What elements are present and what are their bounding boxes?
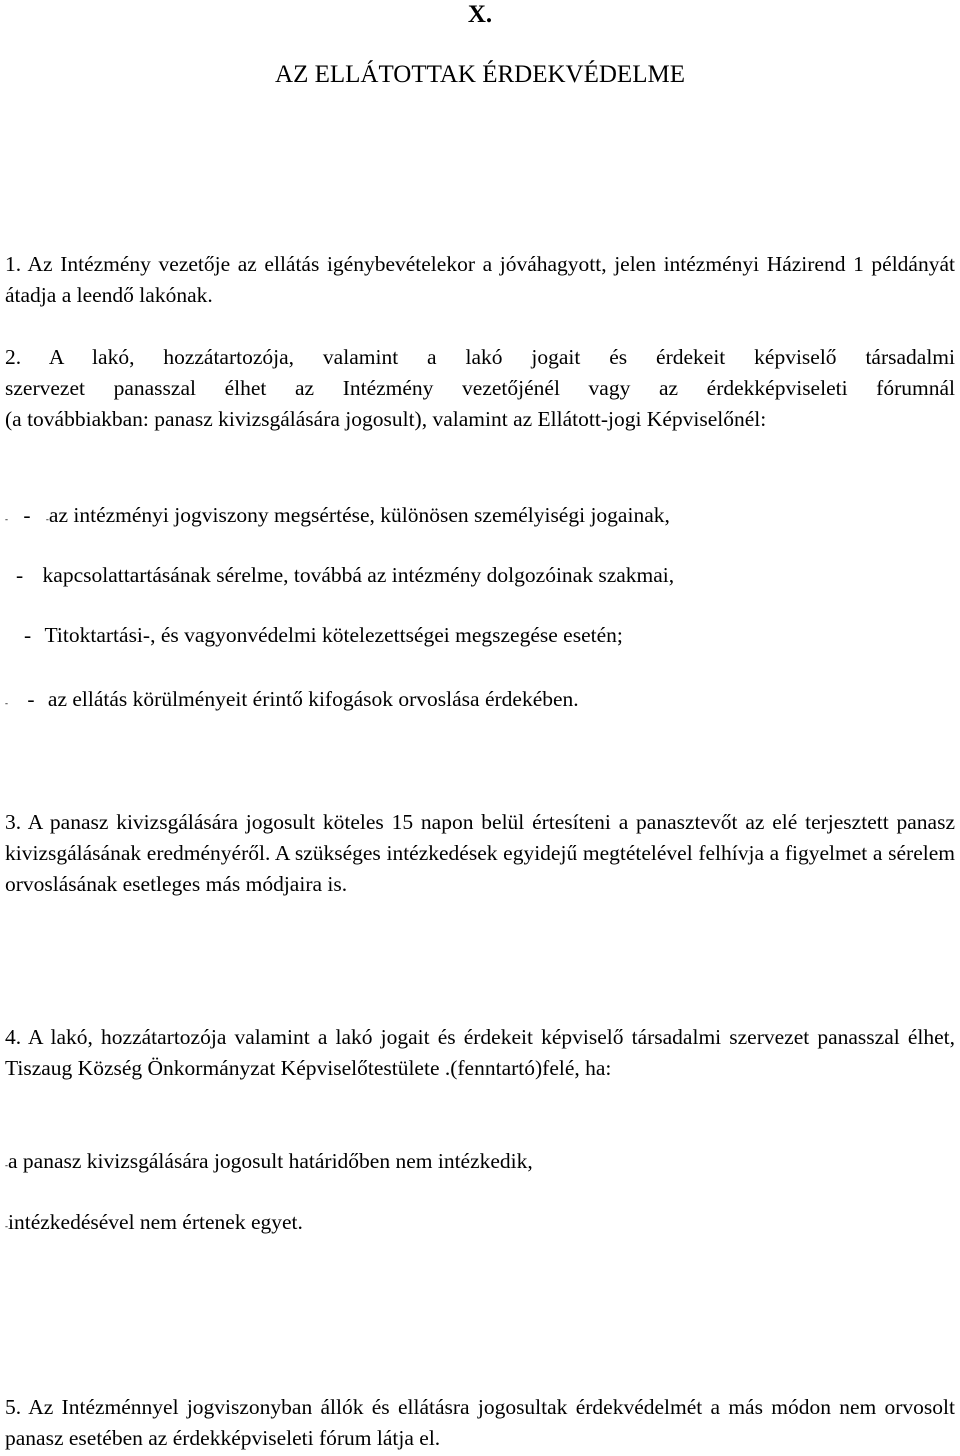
paragraph-2-rest: (a továbbiakban: panasz kivizsgálására jogosult), valamint az Ellátott-jogi Képviselőnél: (5, 407, 767, 431)
list-item-dash: - (16, 563, 24, 587)
list-item-text: a panasz kivizsgálására jogosult határidőben nem intézkedik, (8, 1149, 533, 1173)
paragraph-3: 3. A panasz kivizsgálására jogosult köteles 15 napon belül értesíteni a panasztevőt az elé terjesztett panasz kivizsgálásának eredményéről. A szükséges intézkedések egyidejű megtételével felhívja a figyelmet a sérelem orvoslásának esetleges más módjaira is. (5, 810, 955, 896)
list-item-mark: - (5, 514, 8, 524)
list-item-dash: - (27, 687, 35, 711)
list-item-text: az intézményi jogviszony megsértése, különösen személyiségi jogainak, (48, 503, 670, 527)
paragraph-1: 1. Az Intézmény vezetője az ellátás igénybevételekor a jóváhagyott, jelen intézményi Házirend 1 példányát átadja a leendő lakónak. (5, 252, 955, 307)
paragraph-2 (5, 342, 955, 435)
list-item-mark: - (5, 1221, 8, 1231)
paragraph-4: 4. A lakó, hozzátartozója valamint a lakó jogait és érdekeit képviselő társadalmi szervezet panasszal élhet, Tiszaug Község Önkormányzat Képviselőtestülete .(fenntartó)felé, ha: (5, 1025, 955, 1080)
list-item-text: kapcsolattartásának sérelme, továbbá az intézmény dolgozóinak szakmai, (42, 563, 675, 587)
list-item (24, 620, 623, 651)
list-item (5, 1146, 533, 1181)
list-item-mark: - (5, 1160, 8, 1170)
list-item-text: az ellátás körülményeit érintő kifogások orvoslása érdekében. (47, 687, 579, 711)
list-item-mark: - (45, 514, 49, 524)
list-item-text: intézkedésével nem értenek egyet. (8, 1210, 303, 1234)
paragraph-2-line-1: 2. A lakó, hozzátartozója, valamint a lakó jogait és érdekeit képviselő társadalmi (5, 345, 955, 369)
list-item-dash: - (24, 623, 32, 647)
chapter-number: X. (467, 1, 493, 28)
list-item-mark: - (5, 698, 8, 708)
list-item (5, 1207, 303, 1242)
list-item (5, 500, 670, 535)
list-item (5, 684, 579, 719)
list-item-dash: - (23, 503, 31, 527)
list-item (16, 560, 674, 591)
paragraph-2-line-2: szervezet panasszal élhet az Intézmény vezetőjénél vagy az érdekképviseleti fórumnál (5, 376, 955, 400)
paragraph-5: 5. Az Intézménnyel jogviszonyban állók és ellátásra jogosultak érdekvédelmét a más módon nem orvosolt panasz esetében az érdekképviseleti fórum látja el. (5, 1395, 955, 1450)
chapter-title: AZ ELLÁTOTTAK ÉRDEKVÉDELME (275, 61, 685, 88)
list-item-text: Titoktartási-, és vagyonvédelmi kötelezettségei megszegése esetén; (44, 623, 623, 647)
